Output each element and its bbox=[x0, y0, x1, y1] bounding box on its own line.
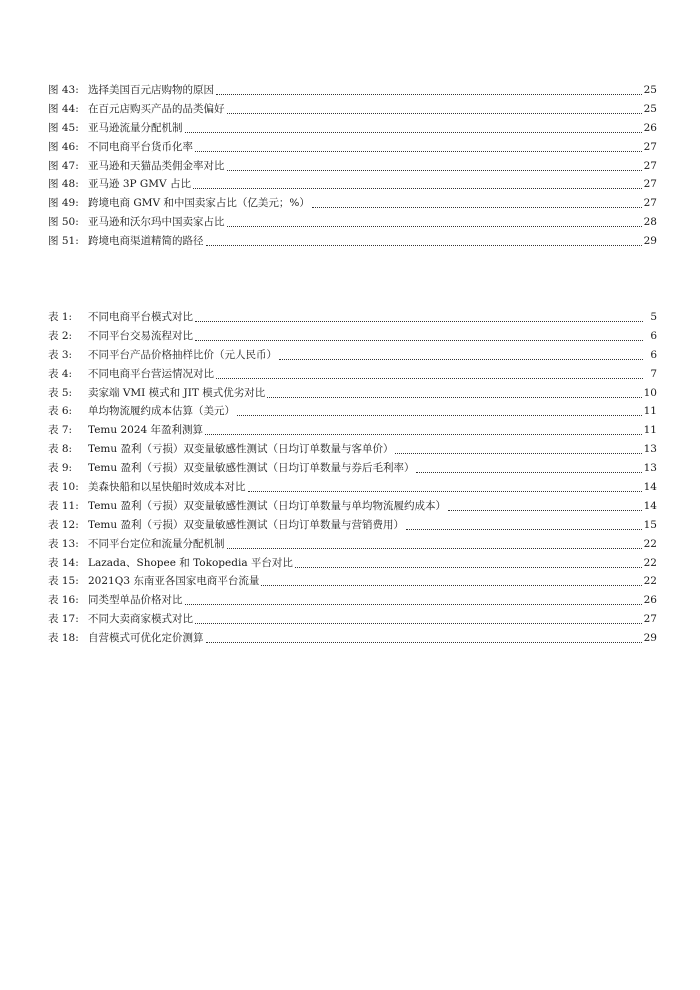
toc-page-number: 26 bbox=[643, 121, 657, 134]
toc-page-number: 7 bbox=[650, 367, 657, 380]
toc-title: Lazada、Shopee 和 Tokopedia 平台对比 bbox=[88, 556, 293, 569]
toc-page-number: 14 bbox=[643, 481, 657, 494]
toc-title: 同类型单品价格对比 bbox=[88, 594, 183, 607]
toc-title: 跨境电商渠道精简的路径 bbox=[88, 235, 204, 248]
toc-label: 表 2: bbox=[48, 329, 73, 342]
toc-entry-table-7[interactable] bbox=[48, 421, 657, 440]
toc-title: 不同电商平台营运情况对比 bbox=[88, 367, 214, 380]
toc-page-number: 11 bbox=[643, 405, 657, 418]
dot-leader bbox=[195, 623, 642, 624]
toc-entry-table-1[interactable] bbox=[48, 308, 657, 327]
dot-leader bbox=[416, 472, 641, 473]
toc-title: 不同电商平台货币化率 bbox=[88, 140, 193, 153]
toc-page-number: 26 bbox=[643, 594, 657, 607]
toc-entry-table-11[interactable] bbox=[48, 497, 657, 516]
toc-page-number: 13 bbox=[643, 443, 657, 456]
toc-title: 在百元店购买产品的品类偏好 bbox=[88, 102, 225, 115]
toc-label: 图 47: bbox=[48, 159, 79, 172]
toc-entry-table-18[interactable] bbox=[48, 629, 657, 648]
toc-entry-figure-50[interactable] bbox=[48, 213, 657, 232]
toc-entry-figure-48[interactable] bbox=[48, 175, 657, 194]
toc-label: 表 13: bbox=[48, 537, 79, 550]
toc-label: 表 4: bbox=[48, 367, 73, 380]
dot-leader bbox=[185, 132, 642, 133]
toc-entry-figure-51[interactable] bbox=[48, 232, 657, 251]
toc-title: 亚马逊和天猫品类佣金率对比 bbox=[88, 159, 225, 172]
toc-entry-table-17[interactable] bbox=[48, 610, 657, 629]
toc-title: 亚马逊和沃尔玛中国卖家占比 bbox=[88, 216, 225, 229]
toc-label: 图 51: bbox=[48, 235, 79, 248]
toc-page-number: 27 bbox=[643, 140, 657, 153]
dot-leader bbox=[295, 567, 642, 568]
toc-title: Temu 盈利（亏损）双变量敏感性测试（日均订单数量与券后毛利率） bbox=[88, 462, 415, 475]
toc-title: 亚马逊 3P GMV 占比 bbox=[88, 178, 191, 191]
dot-leader bbox=[406, 529, 642, 530]
dot-leader bbox=[248, 491, 642, 492]
toc-label: 图 50: bbox=[48, 216, 79, 229]
toc-entry-figure-45[interactable] bbox=[48, 119, 657, 138]
toc-page-number: 5 bbox=[650, 311, 657, 323]
toc-entry-table-4[interactable] bbox=[48, 365, 657, 384]
toc-page-number: 6 bbox=[650, 348, 657, 361]
toc-entry-table-8[interactable] bbox=[48, 440, 657, 459]
toc-page-number: 14 bbox=[643, 499, 657, 512]
dot-leader bbox=[206, 245, 642, 246]
toc-title: 不同电商平台模式对比 bbox=[88, 311, 193, 323]
toc-entry-table-12[interactable] bbox=[48, 516, 657, 535]
toc-label: 表 14: bbox=[48, 556, 79, 569]
toc-title: Temu 盈利（亏损）双变量敏感性测试（日均订单数量与客单价） bbox=[88, 443, 394, 456]
dot-leader bbox=[195, 321, 643, 322]
dot-leader bbox=[227, 226, 642, 227]
toc-title: 不同平台交易流程对比 bbox=[88, 329, 193, 342]
dot-leader bbox=[206, 642, 642, 643]
toc-page-number: 25 bbox=[643, 84, 657, 96]
toc-entry-figure-49[interactable] bbox=[48, 194, 657, 213]
dot-leader bbox=[185, 604, 642, 605]
toc-entry-table-15[interactable] bbox=[48, 572, 657, 591]
toc-title: 亚马逊流量分配机制 bbox=[88, 121, 183, 134]
toc-page-number: 15 bbox=[643, 518, 657, 531]
toc-page-number: 27 bbox=[643, 159, 657, 172]
toc-entry-table-3[interactable] bbox=[48, 346, 657, 365]
toc-title: 2021Q3 东南亚各国家电商平台流量 bbox=[88, 575, 260, 588]
toc-title: 单均物流履约成本估算（美元） bbox=[88, 405, 235, 418]
toc-title: Temu 盈利（亏损）双变量敏感性测试（日均订单数量与营销费用） bbox=[88, 518, 404, 531]
toc-page-number: 22 bbox=[643, 556, 657, 569]
toc-page-number: 13 bbox=[643, 462, 657, 475]
dot-leader bbox=[261, 585, 641, 586]
toc-label: 图 45: bbox=[48, 121, 79, 134]
toc-label: 表 12: bbox=[48, 518, 79, 531]
toc-label: 图 48: bbox=[48, 178, 79, 191]
toc-title: 不同大卖商家模式对比 bbox=[88, 613, 193, 626]
toc-entry-table-14[interactable] bbox=[48, 554, 657, 573]
dot-leader bbox=[195, 340, 643, 341]
toc-entry-figure-46[interactable] bbox=[48, 138, 657, 157]
dot-leader bbox=[312, 207, 642, 208]
toc-entry-table-6[interactable] bbox=[48, 402, 657, 421]
toc-entry-table-16[interactable] bbox=[48, 591, 657, 610]
dot-leader bbox=[279, 359, 643, 360]
toc-page-number: 29 bbox=[643, 235, 657, 248]
toc-entry-table-10[interactable] bbox=[48, 478, 657, 497]
toc-entry-figure-44[interactable] bbox=[48, 100, 657, 119]
dot-leader bbox=[227, 170, 642, 171]
toc-label: 表 3: bbox=[48, 348, 73, 361]
toc-page-number: 29 bbox=[643, 632, 657, 645]
dot-leader bbox=[267, 397, 641, 398]
toc-title: 跨境电商 GMV 和中国卖家占比（亿美元；%） bbox=[88, 197, 310, 210]
toc-page-number: 27 bbox=[643, 178, 657, 191]
toc-label: 表 9: bbox=[48, 462, 73, 475]
dot-leader bbox=[216, 94, 642, 95]
toc-label: 表 1: bbox=[48, 311, 73, 323]
toc-label: 表 6: bbox=[48, 405, 73, 418]
toc-label: 表 17: bbox=[48, 613, 79, 626]
toc-label: 表 15: bbox=[48, 575, 79, 588]
dot-leader bbox=[193, 188, 642, 189]
toc-page-number: 22 bbox=[643, 537, 657, 550]
toc-title: 卖家端 VMI 模式和 JIT 模式优劣对比 bbox=[88, 386, 266, 399]
toc-title: 选择美国百元店购物的原因 bbox=[88, 84, 214, 96]
toc-label: 图 49: bbox=[48, 197, 79, 210]
toc-entry-table-13[interactable] bbox=[48, 535, 657, 554]
toc-title: Temu 2024 年盈利测算 bbox=[88, 424, 204, 437]
toc-title: 不同平台产品价格抽样比价（元人民币） bbox=[88, 348, 277, 361]
toc-page-number: 27 bbox=[643, 613, 657, 626]
toc-label: 表 5: bbox=[48, 386, 73, 399]
dot-leader bbox=[237, 415, 642, 416]
toc-label: 表 18: bbox=[48, 632, 79, 645]
toc-label: 图 43: bbox=[48, 84, 79, 96]
toc-page-number: 25 bbox=[643, 102, 657, 115]
dot-leader bbox=[395, 453, 641, 454]
toc-title: Temu 盈利（亏损）双变量敏感性测试（日均订单数量与单均物流履约成本） bbox=[88, 499, 446, 512]
toc-label: 表 16: bbox=[48, 594, 79, 607]
dot-leader bbox=[448, 510, 642, 511]
dot-leader bbox=[216, 378, 643, 379]
toc-page-number: 28 bbox=[643, 216, 657, 229]
toc-title: 美森快船和以星快船时效成本对比 bbox=[88, 481, 246, 494]
toc-page-number: 10 bbox=[643, 386, 657, 399]
toc-page-number: 6 bbox=[650, 329, 657, 342]
toc-page-number: 22 bbox=[643, 575, 657, 588]
toc-label: 表 11: bbox=[48, 499, 79, 512]
figure-list bbox=[48, 81, 657, 251]
toc-label: 图 46: bbox=[48, 140, 79, 153]
dot-leader bbox=[227, 548, 642, 549]
toc-label: 表 8: bbox=[48, 443, 73, 456]
toc-entry-table-9[interactable] bbox=[48, 459, 657, 478]
toc-title: 不同平台定位和流量分配机制 bbox=[88, 537, 225, 550]
dot-leader bbox=[227, 113, 642, 114]
toc-label: 表 7: bbox=[48, 424, 73, 437]
toc-label: 表 10: bbox=[48, 481, 79, 494]
toc-title: 自营模式可优化定价测算 bbox=[88, 632, 204, 645]
toc-page-number: 11 bbox=[643, 424, 657, 437]
toc-entry-table-2[interactable] bbox=[48, 327, 657, 346]
dot-leader bbox=[205, 434, 642, 435]
dot-leader bbox=[195, 151, 642, 152]
table-list bbox=[48, 308, 657, 648]
toc-entry-figure-43[interactable] bbox=[48, 81, 657, 100]
toc-entry-figure-47[interactable] bbox=[48, 157, 657, 176]
toc-label: 图 44: bbox=[48, 102, 79, 115]
toc-page-number: 27 bbox=[643, 197, 657, 210]
toc-entry-table-5[interactable] bbox=[48, 384, 657, 403]
